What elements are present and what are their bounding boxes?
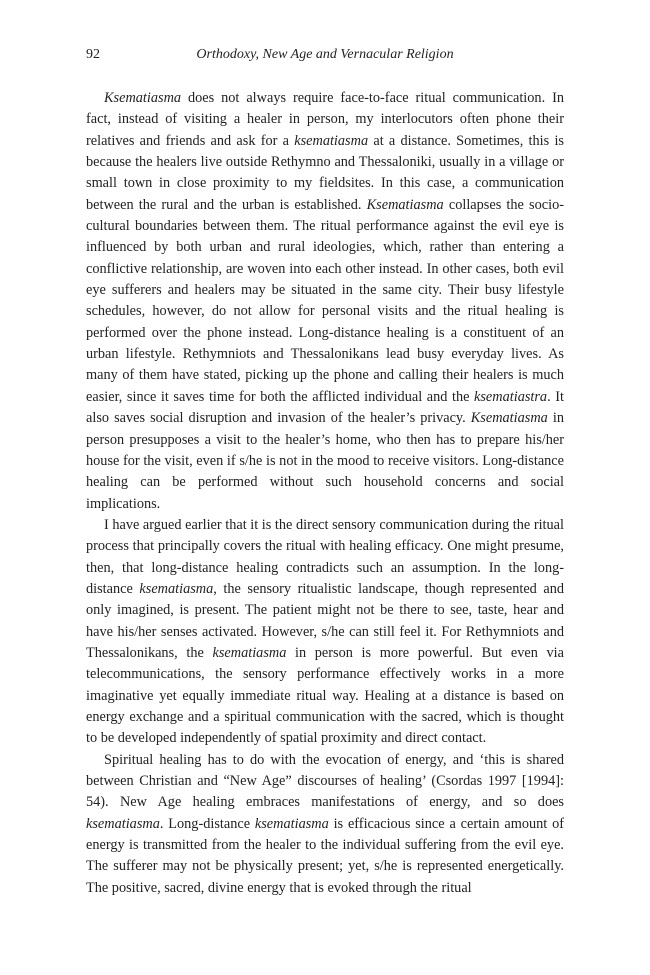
page-header: [86, 44, 564, 66]
text-segment: ksematiasma: [139, 580, 214, 597]
page-number: 92: [86, 47, 100, 62]
body-text: [86, 88, 564, 899]
text-segment: in person presupposes a visit to the healer’s home, who then has to prepare his/her house for the visit, even if s/he is not in the mood to receive visitors. Long-distance healing can be performed without such household concerns and social implications.: [86, 410, 564, 512]
text-segment: I have argued earlier that it is the direct sensory communication during the ritual process that principally covers the ritual with healing efficacy. One might presume, then, that long-distance healing contradicts such an assumption. In the long-distance: [86, 516, 564, 597]
text-segment: Ksematiasma: [104, 90, 182, 106]
text-segment: ksematiasma: [86, 815, 160, 832]
text-segment: at a distance. Sometimes, this is because the healers live outside Rethymno and Thessaloniki, usually in a village or small town in close proximity to my fieldsites. In this case, a communication between the rural and the urban is established.: [86, 132, 564, 213]
running-title: Orthodoxy, New Age and Vernacular Religion: [196, 47, 454, 62]
text-segment: . Long-distance: [159, 815, 255, 832]
text-segment: Ksematiasma: [470, 410, 548, 427]
text-segment: does not always require face-to-face ritual communication. In fact, instead of visiting a healer in person, my interlocutors often phone their relatives and friends and ask for a: [86, 90, 564, 149]
text-segment: Spiritual healing has to do with the evocation of energy, and ‘this is shared between Christian and “New Age” discourses of healing’ (Csordas 1997 [1994]: 54). New Age healing embraces manifestations of energy, and so does: [86, 751, 564, 811]
text-segment: in person is more powerful. But even via telecommunications, the sensory performance effectively works in a more imaginative yet equally immediate ritual way. Healing at a distance is based on energy exchange and a spiritual communication with the sacred, which is thought to be developed independently of spatial proximity and direct contact.: [86, 644, 564, 747]
text-segment: ksematiastra: [474, 388, 548, 405]
text-segment: ksematiasma: [254, 815, 329, 832]
text-segment: is efficacious since a certain amount of energy is transmitted from the healer to the individual suffering from the evil eye. The sufferer may not be physically present; yet, s/he is represented energetically. The positive, sacred, divine energy that is evoked through the ritual: [86, 815, 564, 896]
paragraph-1: [86, 88, 564, 515]
text-segment: , the sensory ritualistic landscape, though represented and only imagined, is present. The patient might not be there to see, taste, hear and have his/her senses activated. However, s/he can still feel it. For Rethymniots and Thessalonikans, the: [86, 580, 565, 661]
paragraph-3: [86, 750, 564, 899]
text-segment: ksematiasma: [212, 644, 287, 661]
text-segment: Ksematiasma: [366, 196, 444, 213]
text-segment: collapses the socio-cultural boundaries between them. The ritual performance against the evil eye is influenced by both urban and rural ideologies, which, rather than entering a conflictive relationship, are woven into each other instead. In other cases, both evil eye sufferers and healers may be situated in the same city. Their busy lifestyle schedules, however, do not allow for personal visits and the ritual healing is performed over the phone instead. Long-distance healing is a constituent of an urban lifestyle. Rethymniots and Thessalonikans lead busy everyday lives. As many of them have stated, picking up the phone and calling their healers is much easier, since it saves time for both the afflicted individual and the: [86, 196, 564, 405]
text-segment: ksematiasma: [294, 132, 369, 149]
paragraph-2: [86, 515, 564, 750]
text-segment: . It also saves social disruption and invasion of the healer’s privacy.: [86, 388, 564, 427]
